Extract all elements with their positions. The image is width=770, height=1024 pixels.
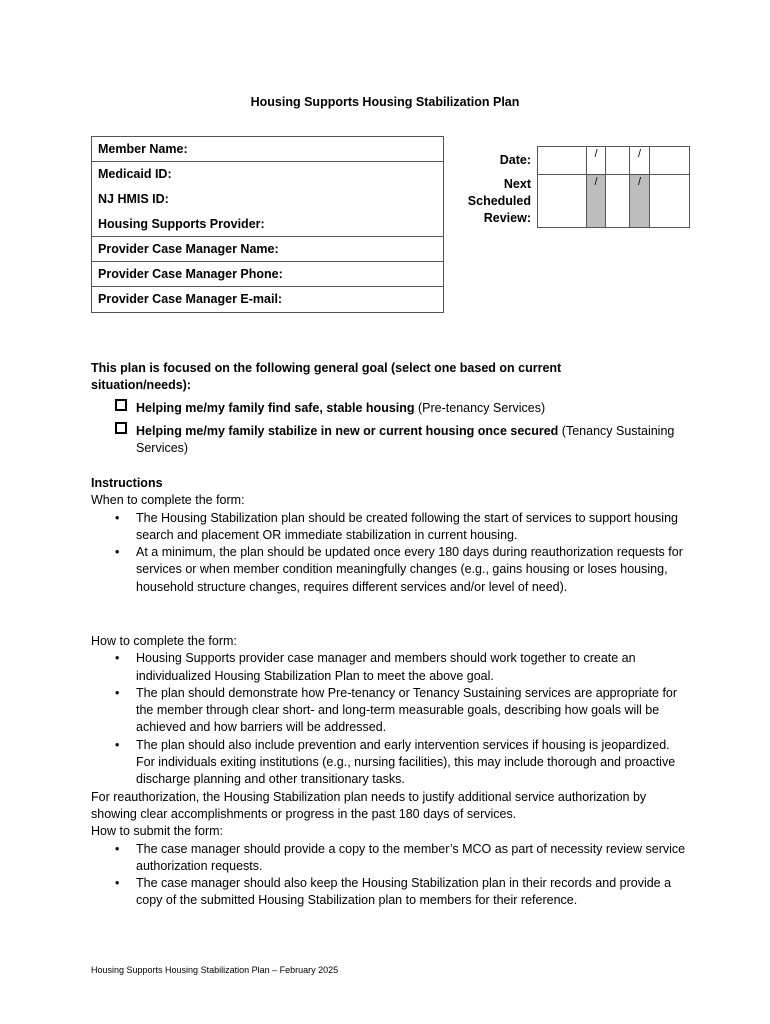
how-list	[91, 650, 691, 788]
next-review-label	[440, 176, 531, 227]
date-separator-cell	[587, 147, 606, 175]
date-separator: /	[637, 148, 642, 160]
review-month-cell[interactable]	[538, 175, 587, 227]
how-heading: How to complete the form:	[91, 634, 237, 648]
review-separator-cell	[587, 175, 606, 227]
goal-option-pre-tenancy	[136, 400, 676, 417]
date-grid	[537, 146, 690, 228]
date-year-cell[interactable]	[650, 147, 689, 175]
case-manager-name-field[interactable]: Provider Case Manager Name:	[92, 237, 443, 262]
goal-option-normal: (Tenancy Sustaining Services)	[136, 424, 675, 455]
instructions-heading: Instructions	[91, 476, 163, 490]
date-separator-cell	[630, 147, 650, 175]
pre-tenancy-checkbox[interactable]	[115, 399, 127, 411]
review-year-cell[interactable]	[650, 175, 689, 227]
list-item: • The plan should also include prevention and early intervention services if housing is jeopardized. For individuals exiting institutions (e.g., nursing facilities), this may include thorough and proactive discharge planning and other transitionary tasks.	[91, 737, 691, 789]
submit-list	[91, 841, 691, 910]
list-item: • The plan should demonstrate how Pre-tenancy or Tenancy Sustaining services are appropriate for the member through clear short- and long-term measurable goals, describing how goals will be achieved and how barriers will be addressed.	[91, 685, 691, 737]
review-separator: /	[637, 176, 642, 188]
date-label: Date:	[499, 153, 531, 167]
list-item: • The Housing Stabilization plan should be created following the start of services to support housing search and placement OR immediate stabilization in current housing.	[91, 510, 691, 545]
review-separator-cell	[630, 175, 650, 227]
when-heading: When to complete the form:	[91, 493, 245, 508]
page-footer: Housing Supports Housing Stabilization Plan – February 2025	[91, 965, 339, 975]
medicaid-id-field[interactable]: Medicaid ID:	[98, 167, 172, 181]
list-item: • At a minimum, the plan should be updated once every 180 days during reauthorization requests for services or when member condition meaningfully changes (e.g., gains housing or loses housing, household structure changes, requires different services and/or level of need).	[91, 544, 691, 596]
tenancy-sustaining-checkbox[interactable]	[115, 422, 127, 434]
next-review-label-line: Review:	[483, 211, 531, 225]
date-separator: /	[594, 148, 598, 160]
when-list	[91, 510, 691, 596]
nj-hmis-id-field[interactable]: NJ HMIS ID:	[98, 192, 169, 206]
list-item: • The case manager should also keep the Housing Stabilization plan in their records and provide a copy of the submitted Housing Stabilization plan to members for their reference.	[91, 875, 691, 910]
next-review-label-line: Scheduled	[467, 194, 531, 208]
goal-option-bold: Helping me/my family find safe, stable housing	[136, 401, 415, 415]
page-title: Housing Supports Housing Stabilization Plan	[250, 95, 520, 109]
date-month-cell[interactable]	[538, 147, 587, 175]
goal-option-tenancy-sustaining	[136, 423, 676, 457]
submit-heading: How to submit the form:	[91, 824, 223, 839]
review-separator: /	[594, 176, 598, 188]
housing-supports-provider-field[interactable]: Housing Supports Provider:	[92, 212, 443, 237]
list-item: • Housing Supports provider case manager and members should work together to create an individualized Housing Stabilization Plan to meet the above goal.	[91, 650, 691, 685]
reauth-text: For reauthorization, the Housing Stabilization plan needs to justify additional service authorization by showing clear accomplishments or progress in the past 180 days of services.	[91, 789, 647, 821]
case-manager-phone-field[interactable]: Provider Case Manager Phone:	[92, 262, 443, 287]
goal-intro: This plan is focused on the following general goal (select one based on current situation/needs):	[91, 361, 562, 392]
review-day-cell[interactable]	[606, 175, 630, 227]
member-info-table	[91, 136, 444, 313]
instructions-section	[91, 475, 691, 596]
goal-option-bold: Helping me/my family stabilize in new or current housing once secured	[136, 424, 559, 438]
case-manager-email-field[interactable]: Provider Case Manager E-mail:	[98, 292, 283, 306]
goal-option-normal: (Pre-tenancy Services)	[414, 401, 546, 415]
how-section	[91, 633, 691, 910]
next-review-label-line: Next	[503, 177, 531, 191]
date-day-cell[interactable]	[606, 147, 630, 175]
member-name-field[interactable]: Member Name:	[92, 137, 443, 162]
list-item: • The case manager should provide a copy to the member’s MCO as part of necessity review service authorization requests.	[91, 841, 691, 876]
